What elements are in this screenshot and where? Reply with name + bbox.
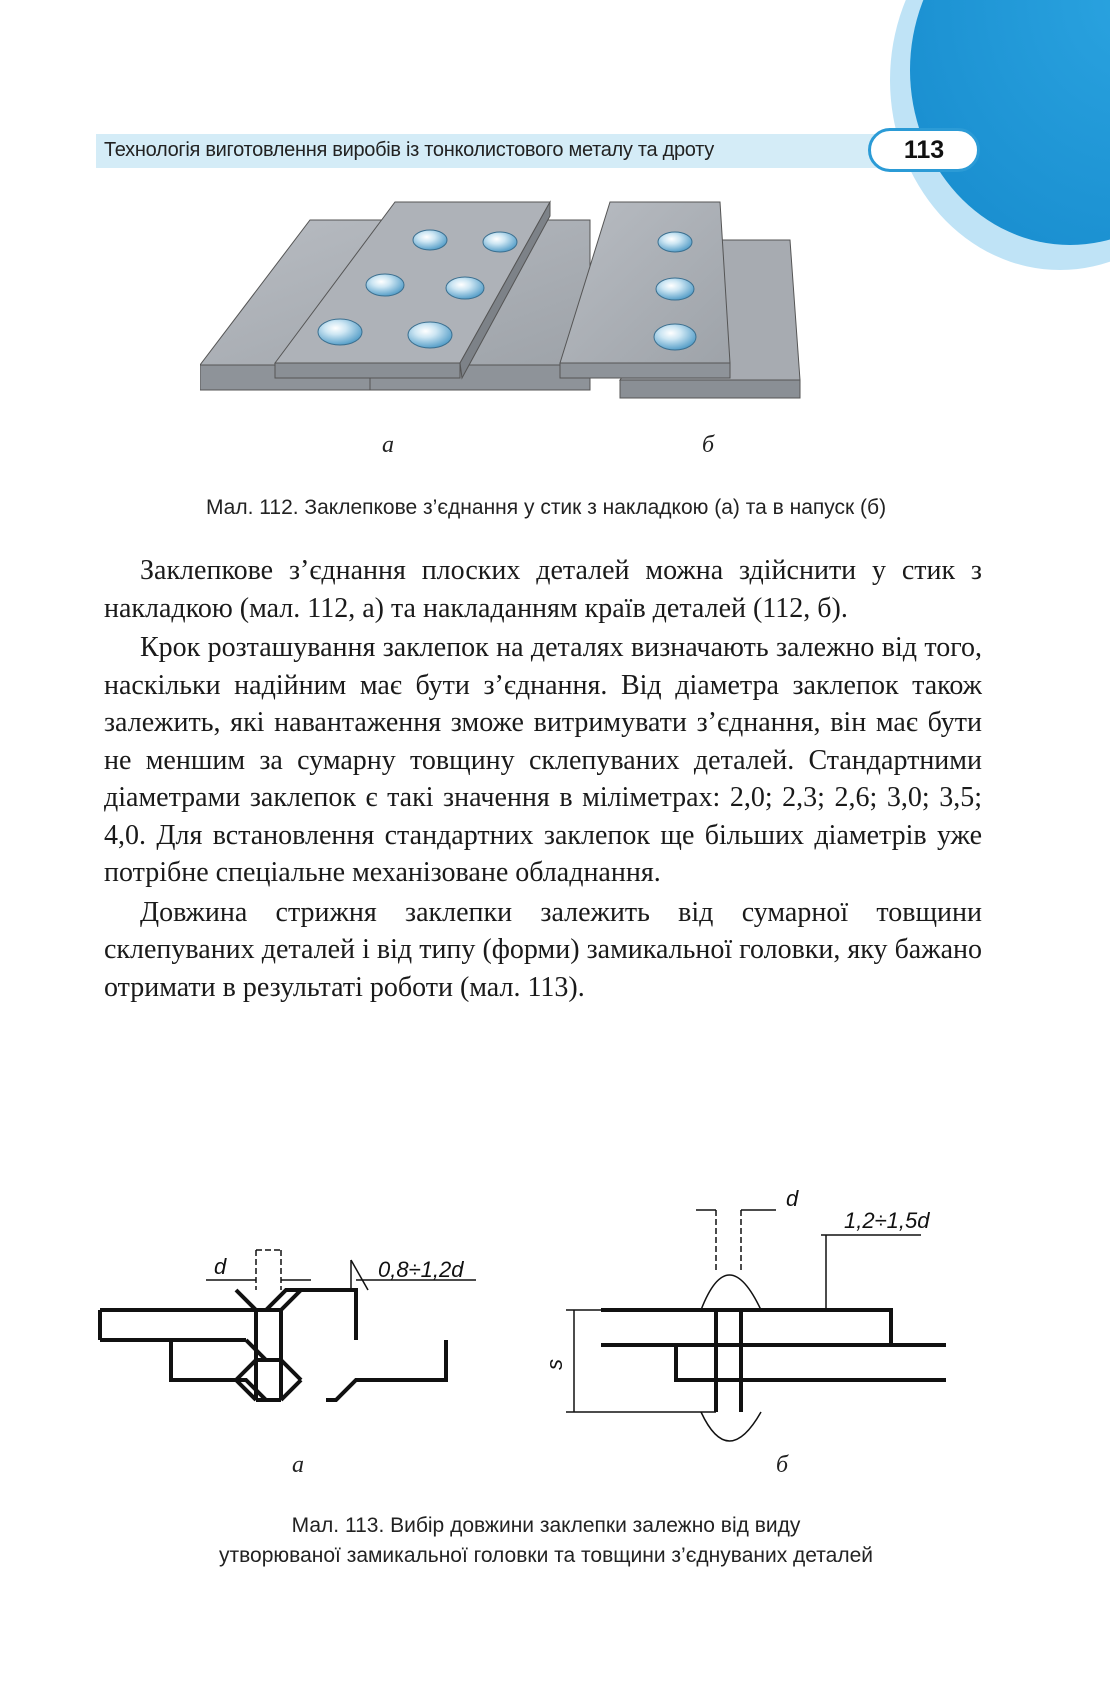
figure-112-illustration [200,200,880,460]
dim-head-a: 0,8÷1,2d [378,1257,464,1282]
figure-113-caption-line1: Мал. 113. Вибір довжини заклепки залежно від виду [291,1514,801,1537]
dim-d-b: d [786,1186,799,1211]
dim-s-b: s [542,1359,567,1370]
figure-112-label-b: б [702,432,715,458]
running-header-title: Технологія виготовлення виробів із тонколистового металу та дроту [104,139,714,161]
figure-112-caption: Мал. 112. Заклепкове з’єднання у стик з накладкою (а) та в напуск (б) [205,496,887,519]
round-head-shapes [566,1210,921,1441]
paragraph: Довжина стрижня заклепки залежить від сумарної товщини склепуваних деталей і від типу (форми) замикальної головки, яку бажано отримати в результаті роботи (мал. 113). [104,896,982,1003]
paragraph: Крок розташування заклепок на деталях визначають залежно від того, наскільки надійним має бути з’єднання. Від діаметра заклепок також залежить, які навантаження зможе витримувати з’єднання, він має бути не меншим за сумарну товщину склепуваних деталей. Стандартними діаметрами заклепок є такі значення в міліметрах: 2,0; 2,3; 2,6; 3,0; 3,5; 4,0. Для встановлення стандартних заклепок ще більших діаметрів уже потрібне спеціальне механізоване обладнання. [104,632,982,888]
figure-113-label-b: б [776,1452,789,1478]
paragraph: Заклепкове з’єднання плоских деталей можна здійснити у стик з накладкою (мал. 112, а) та накладанням країв деталей (112, б). [104,555,982,624]
figure-113-drawing [96,1180,996,1480]
figure-112-label-a: а [382,432,394,458]
lap-joint-drawing [560,202,800,398]
butt-joint-drawing [200,202,590,390]
figure-113-caption-line2: утворюваної замикальної головки та товщини з’єднуваних деталей [219,1544,873,1567]
countersunk-rivet-drawing [100,1290,446,1400]
round-head-rivet-drawing [601,1310,946,1412]
dim-d-a: d [214,1254,227,1279]
body-text [104,552,982,1008]
page-number: 113 [868,128,980,172]
dim-head-b: 1,2÷1,5d [844,1208,930,1233]
figure-113-label-a: а [292,1452,304,1478]
